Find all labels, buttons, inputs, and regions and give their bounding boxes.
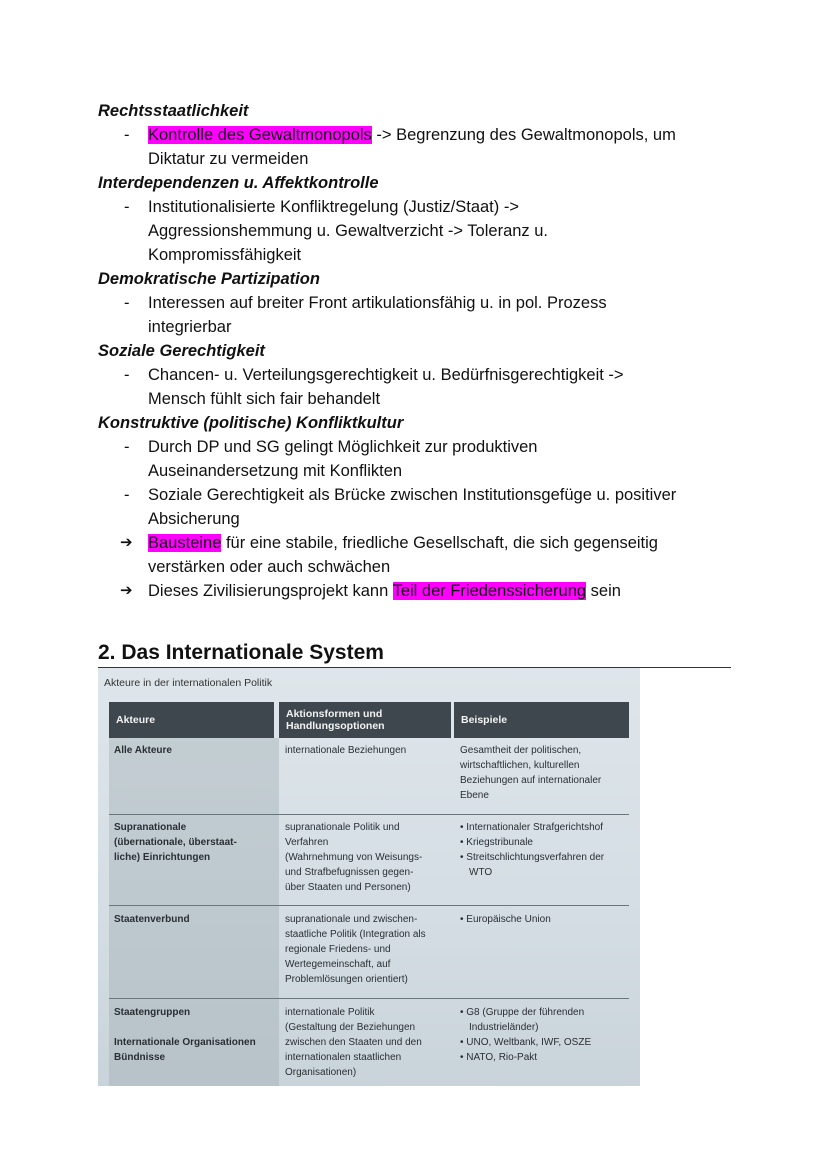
list-item (98, 291, 738, 339)
row-divider (109, 905, 629, 906)
item-text: integrierbar (148, 318, 232, 336)
dash-bullet: - (124, 366, 130, 384)
table-caption: Akteure in der internationalen Politik (104, 677, 273, 689)
list-item (98, 123, 738, 171)
table-cell-aktion: internationale Beziehungen (285, 745, 407, 756)
list-item (98, 483, 738, 531)
item-text: Soziale Gerechtigkeit als Brücke zwischen Institutionsgefüge u. positiver (148, 486, 677, 504)
item-text: Interessen auf breiter Front artikulationsfähig u. in pol. Prozess (148, 294, 607, 312)
item-text: -> Begrenzung des Gewaltmonopols, um (371, 126, 676, 144)
table-cell-akteure: Alle Akteure (114, 745, 172, 756)
table-cell-akteure: Staatengruppen Internationale Organisationen Bündnisse (114, 1007, 256, 1063)
section-title: 2. Das Internationale System (98, 641, 731, 668)
item-text: Mensch fühlt sich fair behandelt (148, 390, 381, 408)
list-item (98, 435, 738, 483)
notes-section (98, 99, 738, 603)
arrow-item (98, 531, 738, 579)
item-text: für eine stabile, friedliche Gesellschaft, die sich gegenseitig (221, 534, 658, 552)
item-text: Auseinandersetzung mit Konflikten (148, 462, 403, 480)
table-cell-aktion: supranationale Politik und Verfahren (Wahrnehmung von Weisungs- und Strafbefugnissen gegen- über Staaten und Personen) (285, 822, 423, 893)
item-text: Kompromissfähigkeit (148, 246, 302, 264)
list-item (98, 195, 738, 267)
list-item (98, 363, 738, 411)
table-image (98, 668, 640, 1086)
highlighted-text: Bausteine (148, 534, 222, 552)
table-cell-beispiele: Gesamtheit der politischen, wirtschaftlichen, kulturellen Beziehungen auf internationaler Ebene (460, 745, 602, 801)
highlighted-text: Kontrolle des Gewaltmonopols (148, 126, 372, 144)
heading-soziale-gerechtigkeit: Soziale Gerechtigkeit (98, 342, 265, 360)
item-text: sein (586, 582, 621, 600)
row-divider (109, 998, 629, 999)
dash-bullet: - (124, 294, 130, 312)
heading-konfliktkultur: Konstruktive (politische) Konfliktkultur (98, 414, 404, 432)
table-cell-akteure: Staatenverbund (114, 914, 190, 925)
table-cell-beispiele: • Europäische Union (460, 914, 551, 925)
header-aktionsformen: Aktionsformen und Handlungsoptionen (279, 702, 451, 738)
arrow-icon: ➔ (120, 582, 133, 599)
table-cell-beispiele: • G8 (Gruppe der führenden Industrieländer) • UNO, Weltbank, IWF, OSZE • NATO, Rio-Pakt (460, 1007, 592, 1063)
heading-rechtsstaatlichkeit: Rechtsstaatlichkeit (98, 102, 249, 120)
row-divider (109, 814, 629, 815)
item-text: Aggressionshemmung u. Gewaltverzicht -> Toleranz u. (148, 222, 549, 240)
dash-bullet: - (124, 438, 130, 456)
item-text: Absicherung (148, 510, 240, 528)
table-cell-akteure: Supranationale (übernationale, überstaat- liche) Einrichtungen (114, 822, 237, 863)
highlighted-text: Teil der Friedenssicherung (392, 582, 587, 600)
item-text: Chancen- u. Verteilungsgerechtigkeit u. Bedürfnisgerechtigkeit -> (148, 366, 624, 384)
arrow-icon: ➔ (120, 534, 133, 551)
header-akteure: Akteure (109, 702, 274, 738)
header-beispiele: Beispiele (454, 702, 629, 738)
arrow-item (98, 579, 738, 603)
item-text: Diktatur zu vermeiden (148, 150, 309, 168)
table-cell-beispiele: • Internationaler Strafgerichtshof • Kriegstribunale • Streitschlichtungsverfahren der WTO (460, 822, 605, 878)
item-text: Institutionalisierte Konfliktregelung (Justiz/Staat) -> (148, 198, 519, 216)
item-text: Dieses Zivilisierungsprojekt kann (148, 582, 393, 600)
table-cell-aktion: supranationale und zwischen- staatliche Politik (Integration als regionale Friedens- und Wertegemeinschaft, auf Problemlösungen orientiert) (285, 914, 426, 985)
dash-bullet: - (124, 198, 130, 216)
heading-interdependenzen: Interdependenzen u. Affektkontrolle (98, 174, 379, 192)
heading-demokratische-partizipation: Demokratische Partizipation (98, 270, 320, 288)
table-cell-aktion: internationale Politik (Gestaltung der Beziehungen zwischen den Staaten und den internationalen staatlichen Organisationen) (285, 1007, 422, 1078)
item-text: Durch DP und SG gelingt Möglichkeit zur produktiven (148, 438, 538, 456)
item-text: verstärken oder auch schwächen (148, 558, 391, 576)
dash-bullet: - (124, 126, 130, 144)
dash-bullet: - (124, 486, 130, 504)
